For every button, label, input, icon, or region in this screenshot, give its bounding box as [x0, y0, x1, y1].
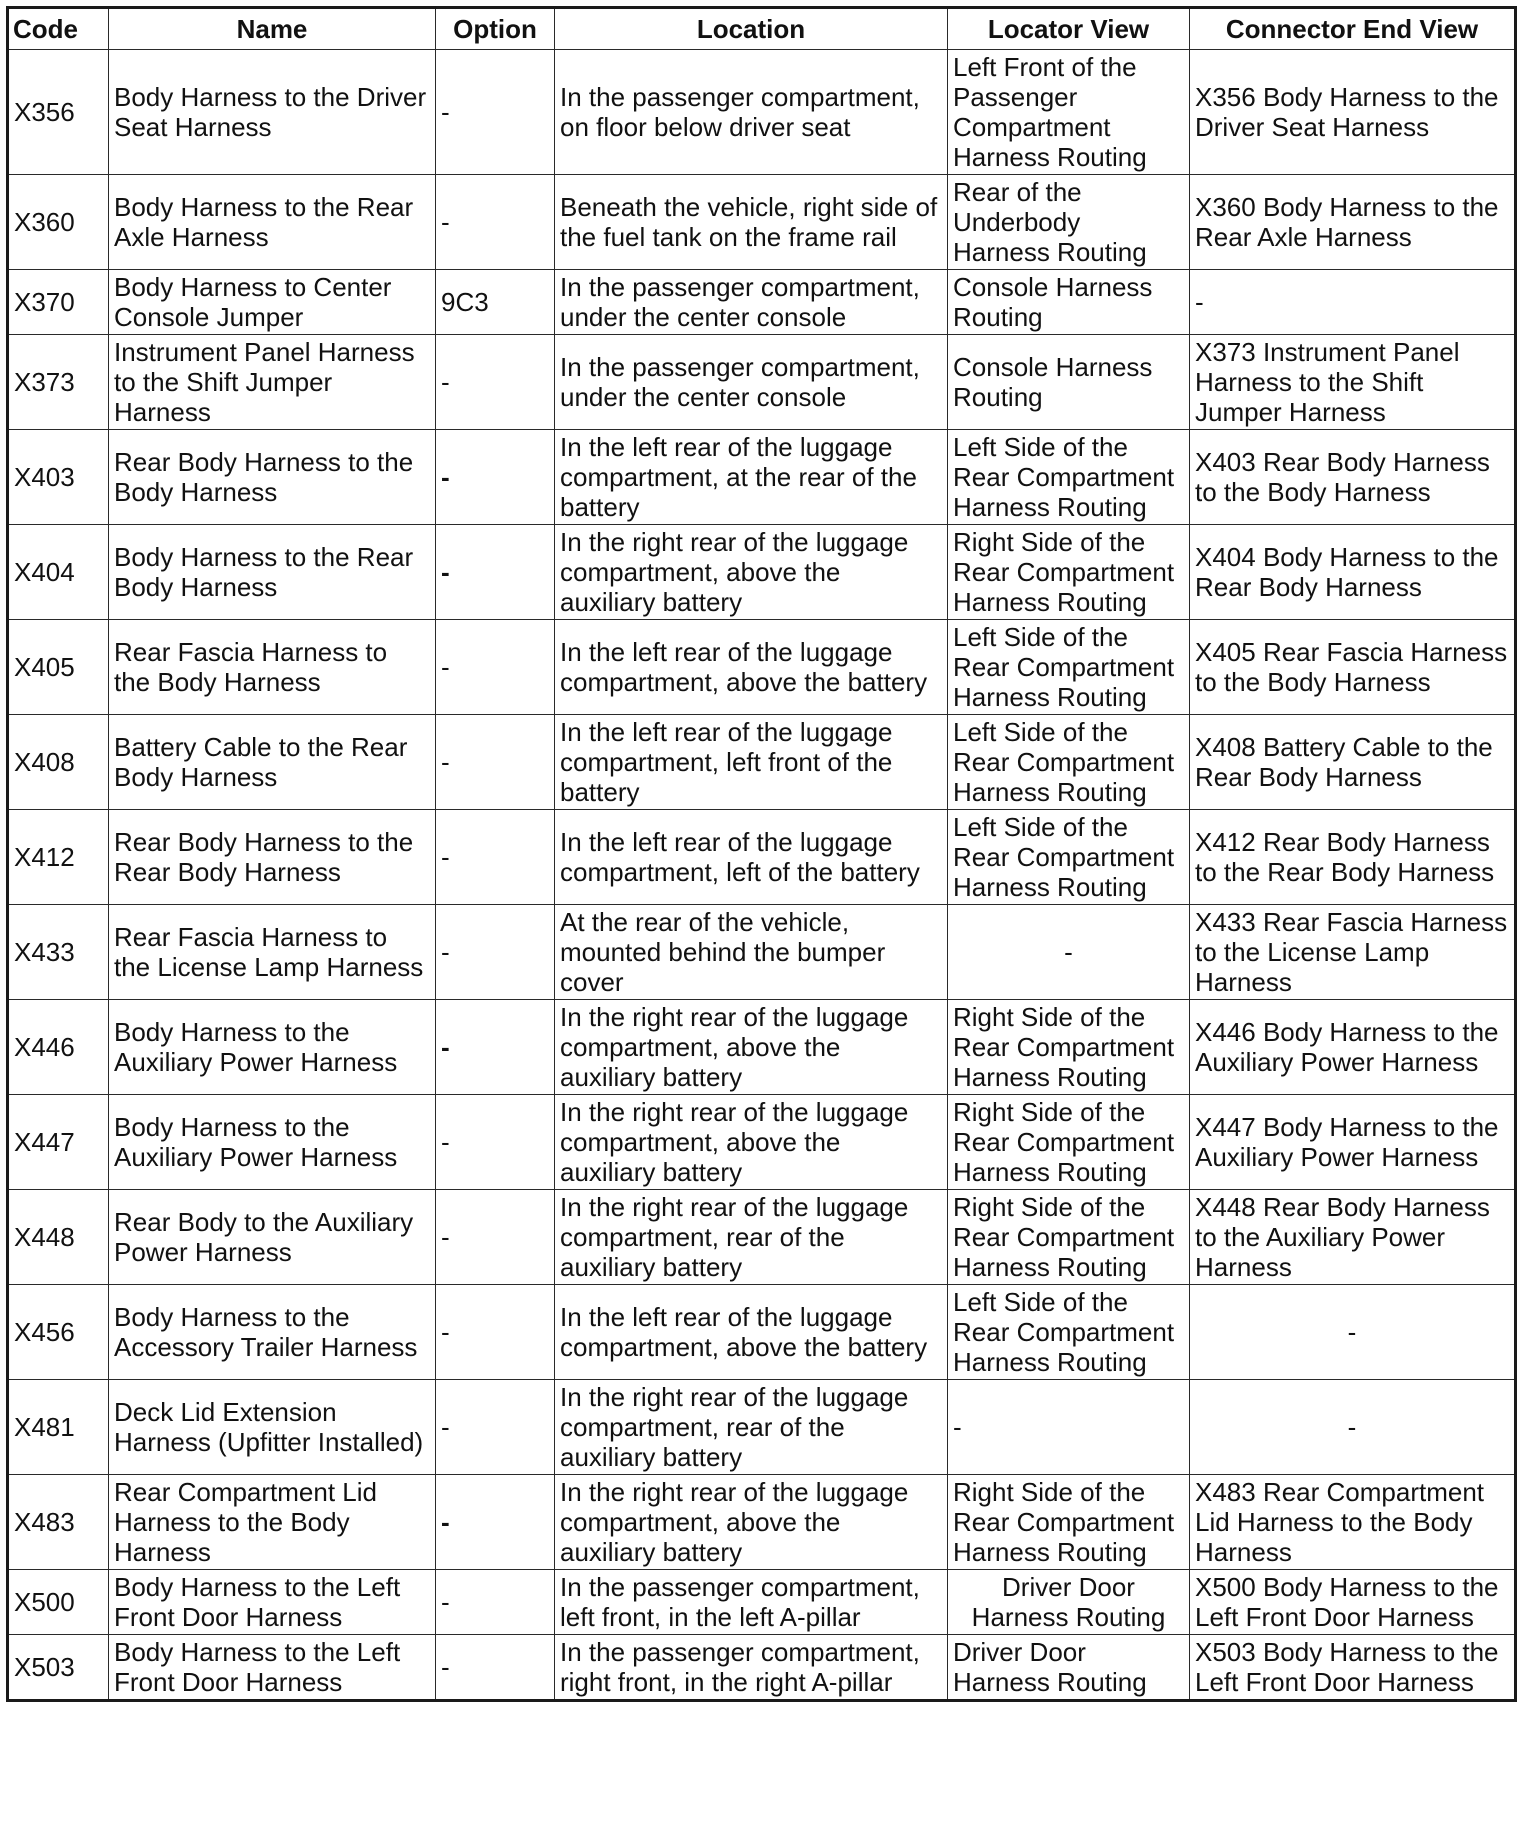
cell-locator-view: Right Side of the Rear Compartment Harness Routing: [948, 1000, 1190, 1095]
cell-option: -: [436, 905, 555, 1000]
cell-location: In the right rear of the luggage compartment, above the auxiliary battery: [555, 1475, 948, 1570]
cell-connector-end-view: -: [1190, 270, 1516, 335]
cell-name: Rear Body Harness to the Rear Body Harness: [109, 810, 436, 905]
cell-option: -: [436, 620, 555, 715]
cell-connector-end-view: X360 Body Harness to the Rear Axle Harness: [1190, 175, 1516, 270]
cell-option: -: [436, 1380, 555, 1475]
cell-name: Rear Compartment Lid Harness to the Body Harness: [109, 1475, 436, 1570]
cell-locator-view: -: [948, 1380, 1190, 1475]
table-row: [8, 1095, 1516, 1190]
cell-option: -: [436, 1285, 555, 1380]
cell-code: X404: [8, 525, 109, 620]
cell-code: X412: [8, 810, 109, 905]
cell-option: -: [436, 810, 555, 905]
cell-location: In the passenger compartment, under the center console: [555, 270, 948, 335]
cell-option: -: [436, 175, 555, 270]
cell-locator-view: Left Side of the Rear Compartment Harness Routing: [948, 620, 1190, 715]
cell-locator-view: Left Front of the Passenger Compartment Harness Routing: [948, 50, 1190, 175]
cell-connector-end-view: X403 Rear Body Harness to the Body Harness: [1190, 430, 1516, 525]
header-connector-end-view: Connector End View: [1190, 8, 1516, 50]
cell-locator-view: Console Harness Routing: [948, 335, 1190, 430]
cell-connector-end-view: X373 Instrument Panel Harness to the Shift Jumper Harness: [1190, 335, 1516, 430]
cell-connector-end-view: X448 Rear Body Harness to the Auxiliary Power Harness: [1190, 1190, 1516, 1285]
cell-code: X448: [8, 1190, 109, 1285]
cell-location: In the right rear of the luggage compartment, above the auxiliary battery: [555, 525, 948, 620]
cell-locator-view: Left Side of the Rear Compartment Harness Routing: [948, 715, 1190, 810]
cell-connector-end-view: X500 Body Harness to the Left Front Door Harness: [1190, 1570, 1516, 1635]
cell-name: Rear Fascia Harness to the Body Harness: [109, 620, 436, 715]
cell-option: -: [436, 1000, 555, 1095]
connector-table: [6, 6, 1517, 1702]
table-row: [8, 1000, 1516, 1095]
table-row: [8, 1570, 1516, 1635]
cell-code: X446: [8, 1000, 109, 1095]
cell-location: In the passenger compartment, under the center console: [555, 335, 948, 430]
cell-name: Rear Body to the Auxiliary Power Harness: [109, 1190, 436, 1285]
cell-location: Beneath the vehicle, right side of the fuel tank on the frame rail: [555, 175, 948, 270]
table-row: [8, 1285, 1516, 1380]
cell-location: In the right rear of the luggage compartment, above the auxiliary battery: [555, 1095, 948, 1190]
header-locator-view: Locator View: [948, 8, 1190, 50]
cell-name: Body Harness to the Rear Body Harness: [109, 525, 436, 620]
cell-name: Body Harness to the Accessory Trailer Harness: [109, 1285, 436, 1380]
cell-option: -: [436, 1570, 555, 1635]
cell-name: Deck Lid Extension Harness (Upfitter Installed): [109, 1380, 436, 1475]
cell-connector-end-view: X503 Body Harness to the Left Front Door Harness: [1190, 1635, 1516, 1701]
cell-name: Body Harness to the Left Front Door Harness: [109, 1635, 436, 1701]
table-row: [8, 1635, 1516, 1701]
cell-location: At the rear of the vehicle, mounted behind the bumper cover: [555, 905, 948, 1000]
cell-code: X503: [8, 1635, 109, 1701]
cell-locator-view: Left Side of the Rear Compartment Harness Routing: [948, 430, 1190, 525]
cell-location: In the left rear of the luggage compartment, left front of the battery: [555, 715, 948, 810]
cell-connector-end-view: X405 Rear Fascia Harness to the Body Harness: [1190, 620, 1516, 715]
table-row: [8, 1190, 1516, 1285]
cell-name: Rear Body Harness to the Body Harness: [109, 430, 436, 525]
cell-code: X360: [8, 175, 109, 270]
cell-code: X370: [8, 270, 109, 335]
cell-locator-view: Right Side of the Rear Compartment Harness Routing: [948, 1190, 1190, 1285]
cell-locator-view: Console Harness Routing: [948, 270, 1190, 335]
table-row: [8, 905, 1516, 1000]
cell-name: Body Harness to the Auxiliary Power Harness: [109, 1095, 436, 1190]
cell-location: In the left rear of the luggage compartment, above the battery: [555, 620, 948, 715]
table-row: [8, 1475, 1516, 1570]
table-row: [8, 620, 1516, 715]
cell-name: Body Harness to the Rear Axle Harness: [109, 175, 436, 270]
cell-option: -: [436, 430, 555, 525]
cell-option: -: [436, 1475, 555, 1570]
cell-locator-view: Driver Door Harness Routing: [948, 1570, 1190, 1635]
cell-connector-end-view: X356 Body Harness to the Driver Seat Harness: [1190, 50, 1516, 175]
cell-code: X405: [8, 620, 109, 715]
cell-connector-end-view: X447 Body Harness to the Auxiliary Power Harness: [1190, 1095, 1516, 1190]
cell-locator-view: Left Side of the Rear Compartment Harness Routing: [948, 810, 1190, 905]
cell-connector-end-view: X412 Rear Body Harness to the Rear Body Harness: [1190, 810, 1516, 905]
cell-locator-view: Right Side of the Rear Compartment Harness Routing: [948, 525, 1190, 620]
table-body: [8, 50, 1516, 1701]
cell-name: Body Harness to the Auxiliary Power Harness: [109, 1000, 436, 1095]
cell-option: -: [436, 1190, 555, 1285]
cell-option: -: [436, 50, 555, 175]
cell-code: X403: [8, 430, 109, 525]
cell-location: In the left rear of the luggage compartment, at the rear of the battery: [555, 430, 948, 525]
header-option: Option: [436, 8, 555, 50]
cell-locator-view: Right Side of the Rear Compartment Harness Routing: [948, 1095, 1190, 1190]
cell-location: In the right rear of the luggage compartment, above the auxiliary battery: [555, 1000, 948, 1095]
cell-code: X373: [8, 335, 109, 430]
table-row: [8, 810, 1516, 905]
cell-code: X356: [8, 50, 109, 175]
cell-locator-view: -: [948, 905, 1190, 1000]
cell-locator-view: Left Side of the Rear Compartment Harness Routing: [948, 1285, 1190, 1380]
cell-location: In the left rear of the luggage compartment, left of the battery: [555, 810, 948, 905]
cell-location: In the passenger compartment, left front, in the left A-pillar: [555, 1570, 948, 1635]
table-row: [8, 430, 1516, 525]
cell-option: -: [436, 715, 555, 810]
table-row: [8, 525, 1516, 620]
cell-code: X408: [8, 715, 109, 810]
cell-location: In the passenger compartment, right front, in the right A-pillar: [555, 1635, 948, 1701]
cell-code: X483: [8, 1475, 109, 1570]
cell-option: -: [436, 525, 555, 620]
cell-connector-end-view: X404 Body Harness to the Rear Body Harness: [1190, 525, 1516, 620]
cell-locator-view: Right Side of the Rear Compartment Harness Routing: [948, 1475, 1190, 1570]
cell-connector-end-view: X446 Body Harness to the Auxiliary Power Harness: [1190, 1000, 1516, 1095]
cell-option: 9C3: [436, 270, 555, 335]
cell-name: Body Harness to Center Console Jumper: [109, 270, 436, 335]
cell-code: X456: [8, 1285, 109, 1380]
cell-option: -: [436, 335, 555, 430]
table-row: [8, 50, 1516, 175]
cell-option: -: [436, 1095, 555, 1190]
cell-location: In the right rear of the luggage compartment, rear of the auxiliary battery: [555, 1190, 948, 1285]
table-row: [8, 270, 1516, 335]
cell-code: X433: [8, 905, 109, 1000]
cell-connector-end-view: X483 Rear Compartment Lid Harness to the Body Harness: [1190, 1475, 1516, 1570]
table-row: [8, 175, 1516, 270]
cell-name: Body Harness to the Driver Seat Harness: [109, 50, 436, 175]
cell-name: Battery Cable to the Rear Body Harness: [109, 715, 436, 810]
table-row: [8, 715, 1516, 810]
cell-location: In the left rear of the luggage compartment, above the battery: [555, 1285, 948, 1380]
cell-connector-end-view: X433 Rear Fascia Harness to the License Lamp Harness: [1190, 905, 1516, 1000]
header-code: Code: [8, 8, 109, 50]
cell-option: -: [436, 1635, 555, 1701]
cell-name: Instrument Panel Harness to the Shift Jumper Harness: [109, 335, 436, 430]
cell-code: X481: [8, 1380, 109, 1475]
cell-code: X447: [8, 1095, 109, 1190]
cell-name: Body Harness to the Left Front Door Harness: [109, 1570, 436, 1635]
header-name: Name: [109, 8, 436, 50]
header-row: [8, 8, 1516, 50]
cell-locator-view: Rear of the Underbody Harness Routing: [948, 175, 1190, 270]
cell-connector-end-view: X408 Battery Cable to the Rear Body Harness: [1190, 715, 1516, 810]
cell-connector-end-view: -: [1190, 1285, 1516, 1380]
cell-connector-end-view: -: [1190, 1380, 1516, 1475]
cell-name: Rear Fascia Harness to the License Lamp Harness: [109, 905, 436, 1000]
header-location: Location: [555, 8, 948, 50]
cell-code: X500: [8, 1570, 109, 1635]
cell-location: In the passenger compartment, on floor below driver seat: [555, 50, 948, 175]
cell-location: In the right rear of the luggage compartment, rear of the auxiliary battery: [555, 1380, 948, 1475]
cell-locator-view: Driver Door Harness Routing: [948, 1635, 1190, 1701]
table-row: [8, 1380, 1516, 1475]
table-row: [8, 335, 1516, 430]
